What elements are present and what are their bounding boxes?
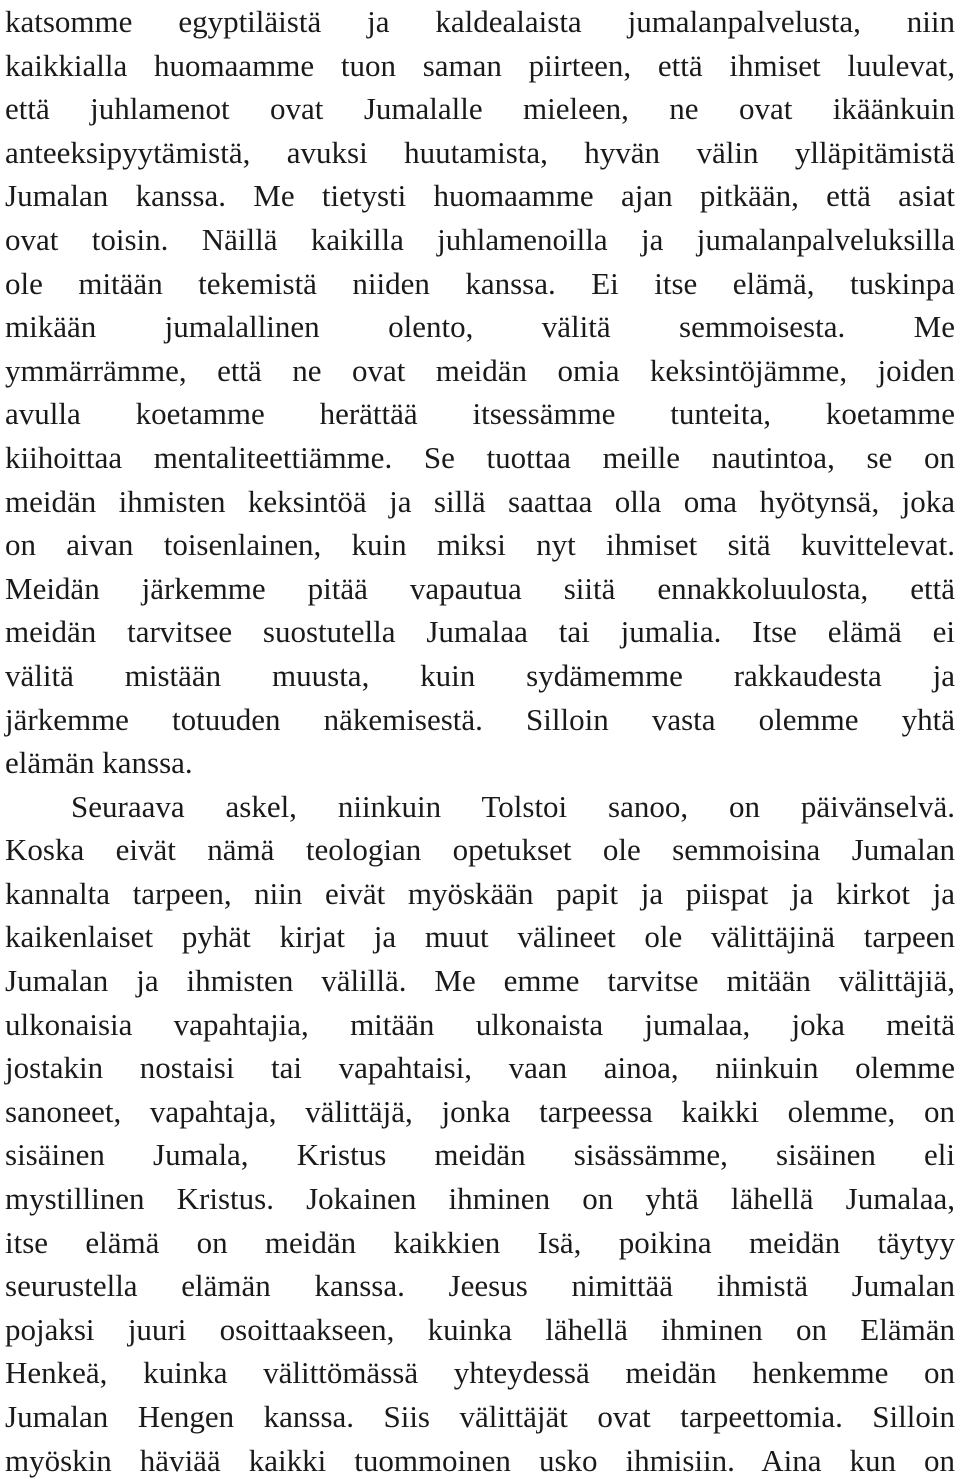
text-line: Henkeä, kuinka välittömässä yhteydessä meidän henkemme on: [5, 1355, 955, 1391]
text-line: sanoneet, vapahtaja, välittäjä, jonka tarpeessa kaikki olemme, on: [5, 1093, 955, 1129]
text-line: seurustella elämän kanssa. Jeesus nimittää ihmistä Jumalan: [5, 1268, 955, 1304]
text-line: avulla koetamme herättää itsessämme tunteita, koetamme: [5, 396, 955, 432]
text-line: pojaksi juuri osoittaakseen, kuinka lähellä ihminen on Elämän: [5, 1311, 955, 1347]
text-line: anteeksipyytämistä, avuksi huutamista, hyvän välin ylläpitämistä: [5, 134, 955, 170]
text-line: kaikkialla huomaamme tuon saman piirteen, että ihmiset luulevat,: [5, 47, 955, 83]
document-page: [5, 0, 955, 1482]
text-line: Jumalan Hengen kanssa. Siis välittäjät ovat tarpeettomia. Silloin: [5, 1399, 955, 1434]
text-line: meidän tarvitsee suostutella Jumalaa tai jumalia. Itse elämä ei: [5, 614, 955, 650]
text-line: ole mitään tekemistä niiden kanssa. Ei itse elämä, tuskinpa: [5, 265, 955, 301]
text-line: välitä mistään muusta, kuin sydämemme rakkaudesta ja: [5, 657, 955, 693]
text-line: mikään jumalallinen olento, välitä semmoisesta. Me: [5, 309, 955, 345]
text-line: myöskin häviää kaikki tuommoinen usko ihmisiin. Aina kun on: [5, 1442, 955, 1478]
text-line: jostakin nostaisi tai vapahtaisi, vaan ainoa, niinkuin olemme: [5, 1050, 955, 1086]
text-line: järkemme totuuden näkemisestä. Silloin vasta olemme yhtä: [5, 701, 955, 737]
paragraph-end-line: elämän kanssa.: [5, 745, 193, 781]
paragraph-start-line: Seuraava askel, niinkuin Tolstoi sanoo, on päivänselvä.: [71, 788, 955, 824]
text-line: ulkonaisia vapahtajia, mitään ulkonaista jumalaa, joka meitä: [5, 1006, 955, 1042]
text-line: itse elämä on meidän kaikkien Isä, poikina meidän täytyy: [5, 1224, 955, 1260]
text-line: Koska eivät nämä teologian opetukset ole semmoisina Jumalan: [5, 832, 955, 868]
text-line: sisäinen Jumala, Kristus meidän sisässämme, sisäinen eli: [5, 1137, 955, 1173]
text-line: kannalta tarpeen, niin eivät myöskään papit ja piispat ja kirkot ja: [5, 875, 955, 911]
text-line: mystillinen Kristus. Jokainen ihminen on yhtä lähellä Jumalaa,: [5, 1181, 955, 1217]
text-line: meidän ihmisten keksintöä ja sillä saattaa olla oma hyötynsä, joka: [5, 483, 955, 519]
text-line: Jumalan kanssa. Me tietysti huomaamme ajan pitkään, että asiat: [5, 178, 955, 214]
text-line: kaikenlaiset pyhät kirjat ja muut välineet ole välittäjinä tarpeen: [5, 919, 955, 955]
text-line: että juhlamenot ovat Jumalalle mieleen, ne ovat ikäänkuin: [5, 91, 955, 127]
text-line: ymmärrämme, että ne ovat meidän omia keksintöjämme, joiden: [5, 352, 955, 388]
text-line: Jumalan ja ihmisten välillä. Me emme tarvitse mitään välittäjiä,: [5, 963, 955, 999]
text-line: katsomme egyptiläistä ja kaldealaista jumalanpalvelusta, niin: [5, 4, 955, 39]
text-line: kiihoittaa mentaliteettiämme. Se tuottaa meille nautintoa, se on: [5, 439, 955, 475]
text-line: Meidän järkemme pitää vapautua siitä ennakkoluulosta, että: [5, 570, 955, 606]
text-line: on aivan toisenlainen, kuin miksi nyt ihmiset sitä kuvittelevat.: [5, 527, 955, 563]
text-line: ovat toisin. Näillä kaikilla juhlamenoilla ja jumalanpalveluksilla: [5, 221, 955, 257]
